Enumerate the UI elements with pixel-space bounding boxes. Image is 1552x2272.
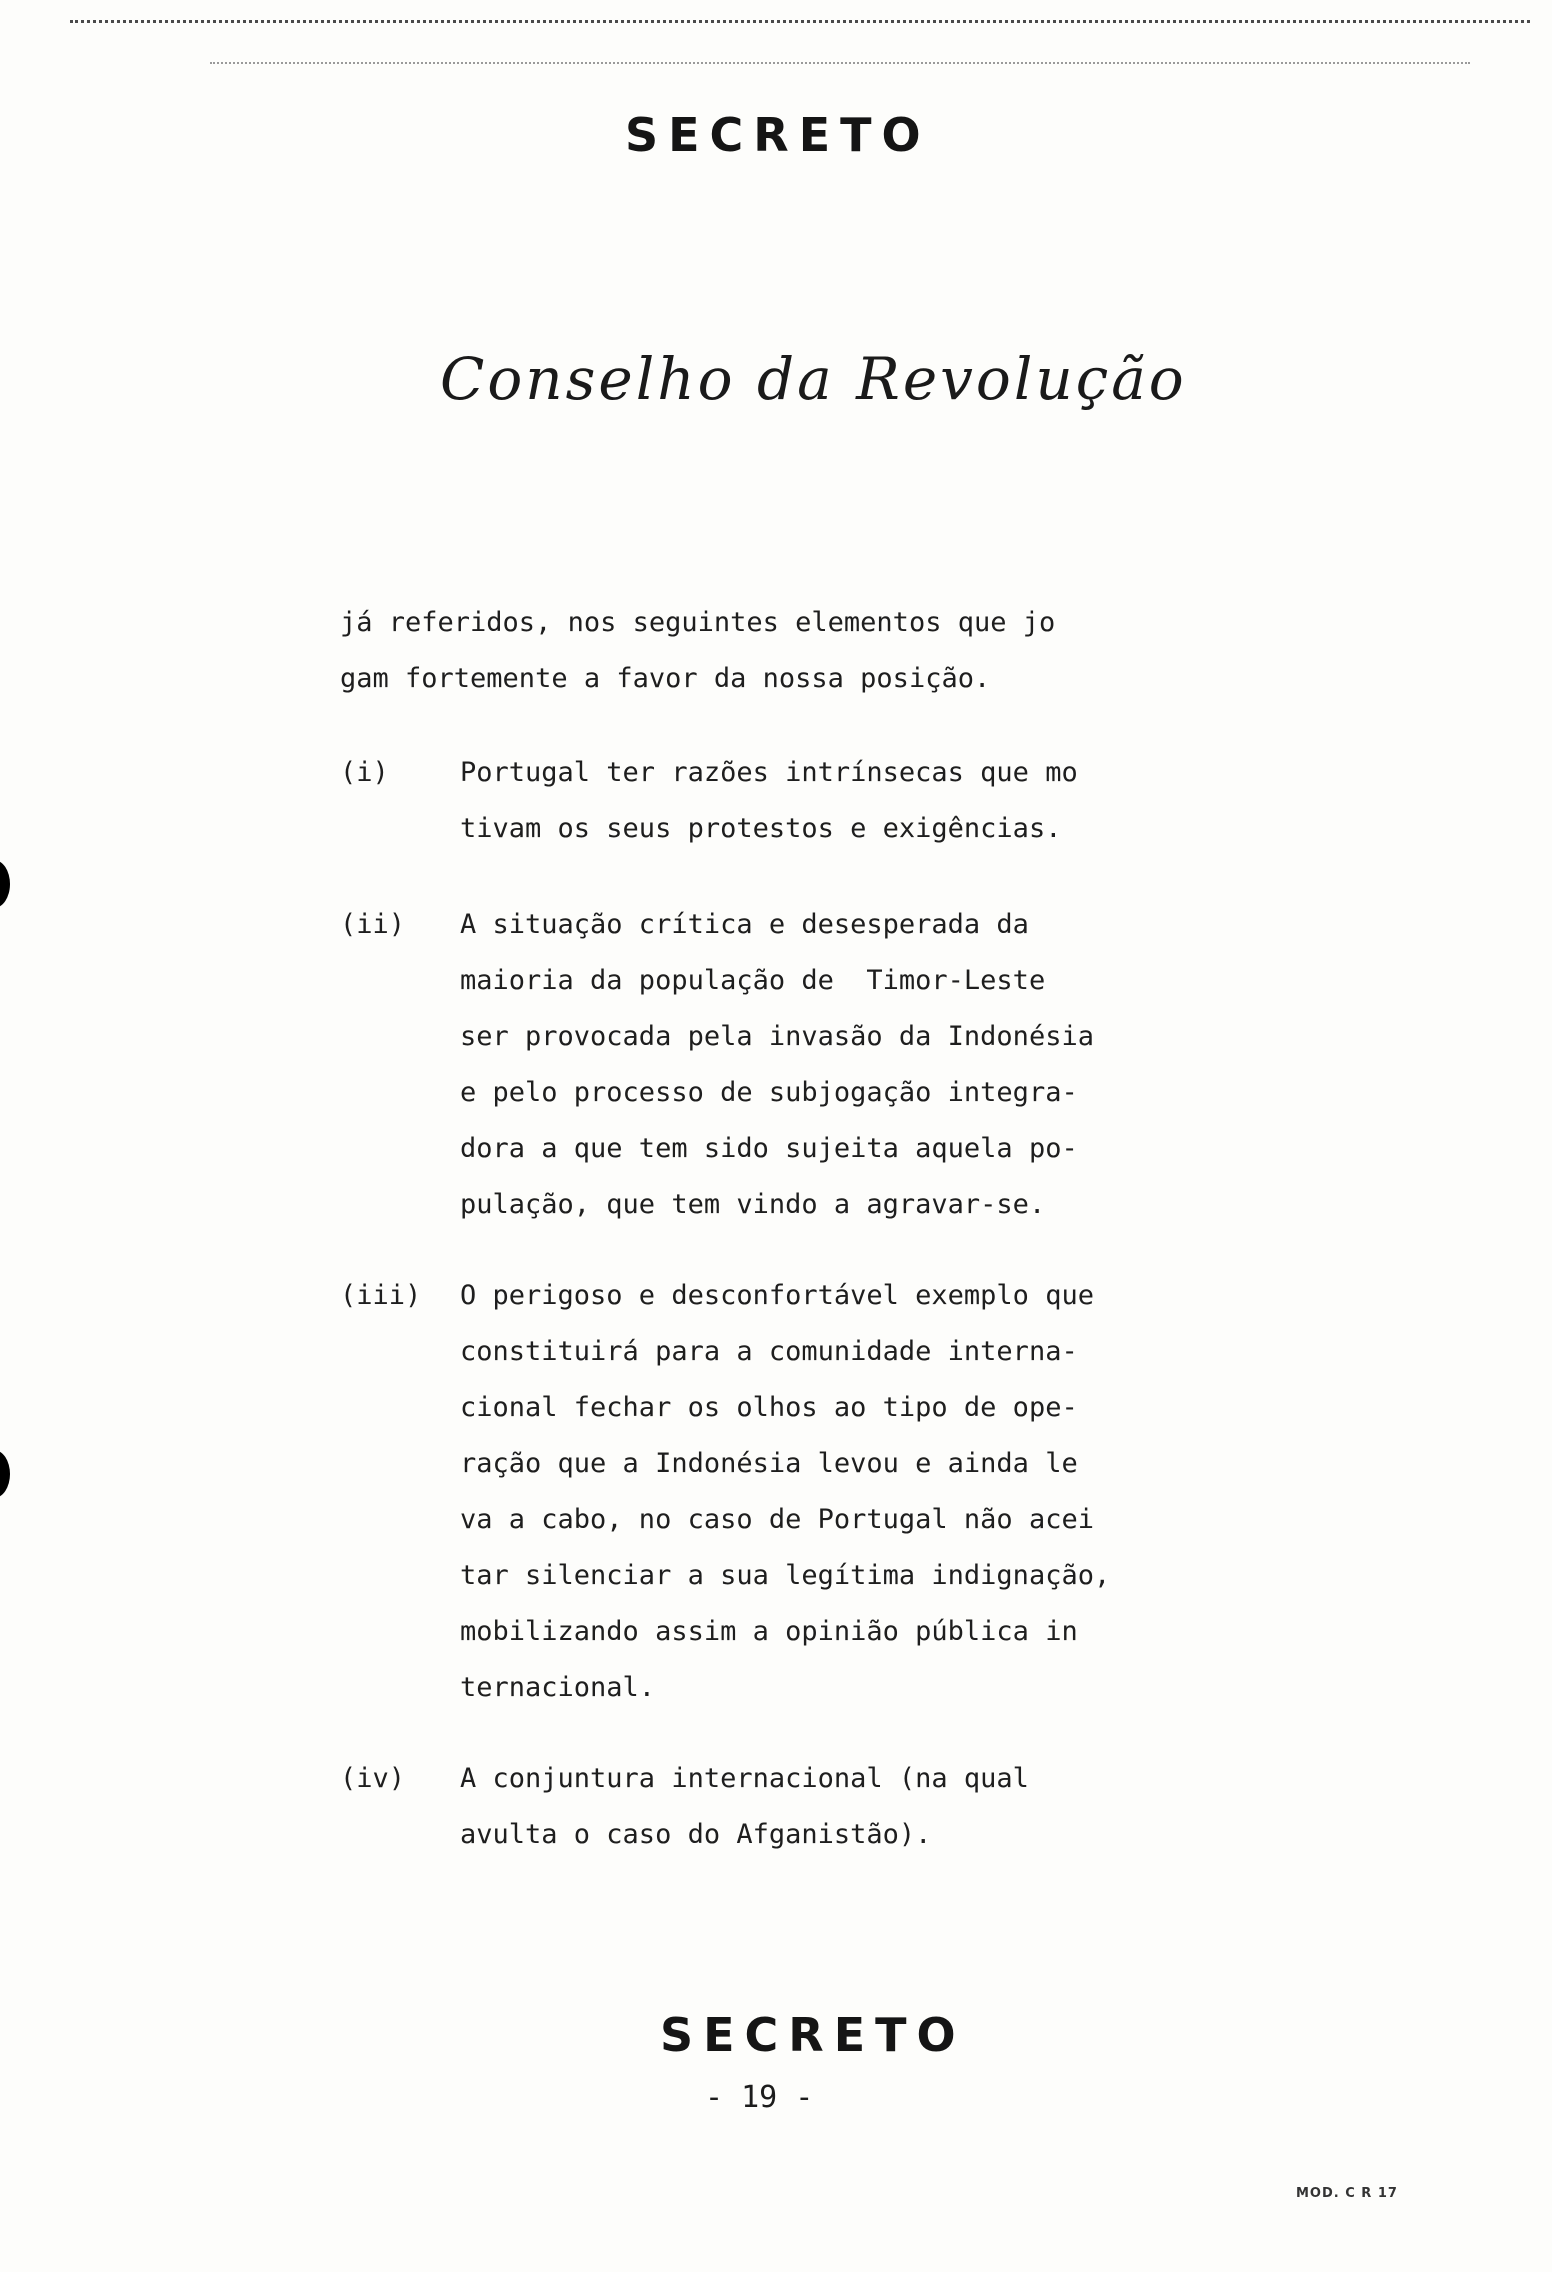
form-code: MOD. C R 17: [1296, 2186, 1398, 2201]
intro-line: já referidos, nos seguintes elementos que jo: [340, 607, 1056, 638]
item-line: ração que a Indonésia levou e ainda le: [460, 1448, 1078, 1479]
item-number: (iii): [340, 1280, 422, 1311]
item-line: tar silenciar a sua legítima indignação,: [460, 1560, 1111, 1591]
list-item: [340, 1268, 1340, 1716]
item-line: maioria da população de Timor-Leste: [460, 965, 1046, 996]
item-line: cional fechar os olhos ao tipo de ope-: [460, 1392, 1078, 1423]
item-line: va a cabo, no caso de Portugal não acei: [460, 1504, 1094, 1535]
page-number: - 19 -: [705, 2080, 814, 2115]
item-line: O perigoso e desconfortável exemplo que: [460, 1280, 1094, 1311]
item-line: pulação, que tem vindo a agravar-se.: [460, 1189, 1046, 1220]
item-line: ser provocada pela invasão da Indonésia: [460, 1021, 1094, 1052]
intro-paragraph: [340, 595, 1340, 707]
classification-top: SECRETO: [625, 108, 931, 162]
top-dotted-rule: [70, 20, 1530, 23]
intro-line: gam fortemente a favor da nossa posição.: [340, 663, 991, 694]
letterhead: Conselho da Revolução: [440, 345, 1187, 413]
list-item: [340, 745, 1340, 857]
item-line: constituirá para a comunidade interna-: [460, 1336, 1078, 1367]
classification-bottom: SECRETO: [660, 2008, 966, 2062]
item-line: avulta o caso do Afganistão).: [460, 1819, 932, 1850]
item-number: (iv): [340, 1763, 406, 1794]
item-number: (i): [340, 757, 389, 788]
item-line: A conjuntura internacional (na qual: [460, 1763, 1029, 1794]
item-line: tivam os seus protestos e exigências.: [460, 813, 1062, 844]
list-item: [340, 1751, 1340, 1863]
punch-hole: [0, 860, 10, 908]
item-number: (ii): [340, 909, 406, 940]
top-dotted-rule-secondary: [210, 62, 1470, 64]
item-line: mobilizando assim a opinião pública in: [460, 1616, 1078, 1647]
item-line: ternacional.: [460, 1672, 656, 1703]
item-line: e pelo processo de subjogação integra-: [460, 1077, 1078, 1108]
item-line: Portugal ter razões intrínsecas que mo: [460, 757, 1078, 788]
punch-hole: [0, 1450, 10, 1498]
list-item: [340, 897, 1340, 1233]
item-line: A situação crítica e desesperada da: [460, 909, 1029, 940]
item-line: dora a que tem sido sujeita aquela po-: [460, 1133, 1078, 1164]
